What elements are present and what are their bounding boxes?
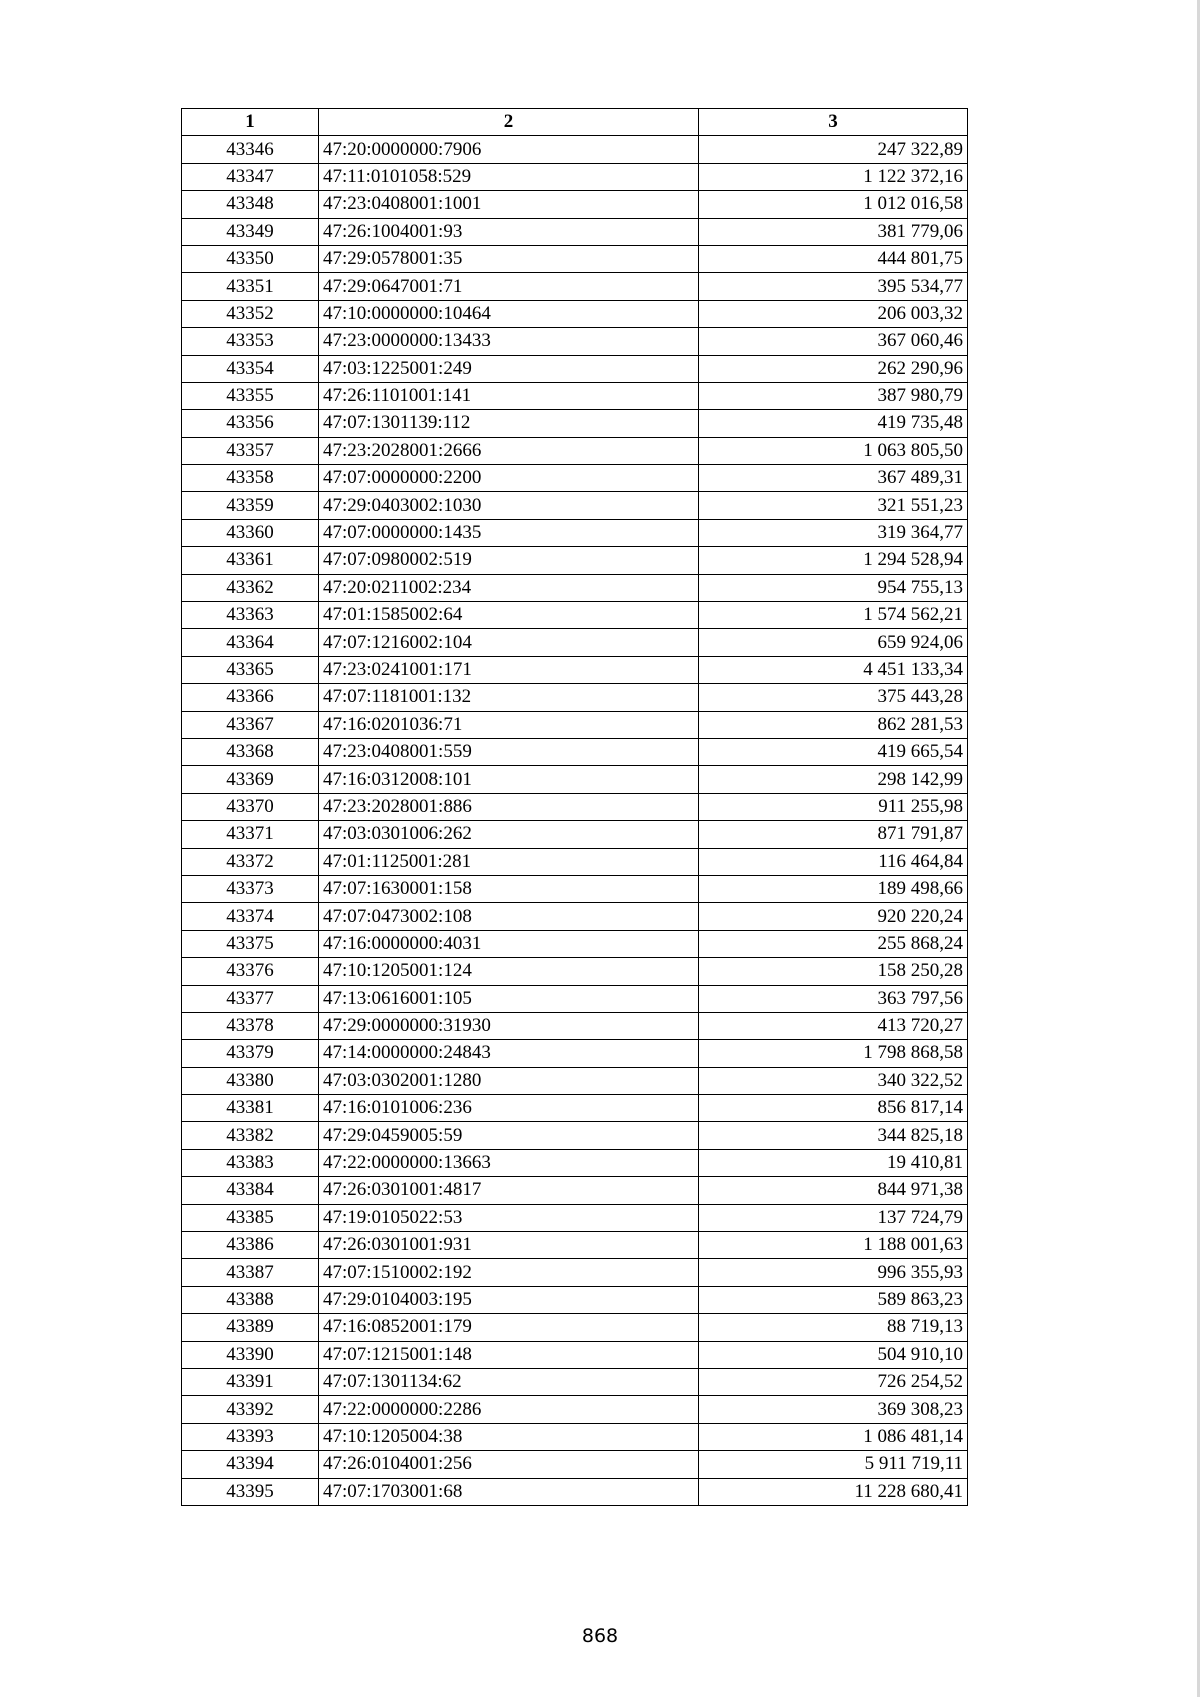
row-number-cell: 43387 <box>182 1259 319 1286</box>
table-row <box>182 1067 968 1094</box>
cadastral-number-cell: 47:07:1703001:68 <box>319 1478 699 1505</box>
cadastral-number-cell: 47:16:0312008:101 <box>319 766 699 793</box>
row-number-cell: 43361 <box>182 547 319 574</box>
cadastral-number-cell: 47:29:0647001:71 <box>319 273 699 300</box>
row-number-cell: 43358 <box>182 465 319 492</box>
cadastral-number-cell: 47:03:0302001:1280 <box>319 1067 699 1094</box>
cadastral-number-cell: 47:23:0241001:171 <box>319 656 699 683</box>
cadastral-value-cell: 413 720,27 <box>699 1012 968 1039</box>
cadastral-number-cell: 47:13:0616001:105 <box>319 985 699 1012</box>
table-row <box>182 163 968 190</box>
table-row <box>182 738 968 765</box>
cadastral-value-cell: 262 290,96 <box>699 355 968 382</box>
table-row <box>182 602 968 629</box>
row-number-cell: 43347 <box>182 163 319 190</box>
row-number-cell: 43393 <box>182 1423 319 1450</box>
table-row <box>182 1286 968 1313</box>
cadastral-value-cell: 1 294 528,94 <box>699 547 968 574</box>
row-number-cell: 43389 <box>182 1314 319 1341</box>
table-row <box>182 656 968 683</box>
table-row <box>182 547 968 574</box>
table-row <box>182 410 968 437</box>
cadastral-value-cell: 954 755,13 <box>699 574 968 601</box>
cadastral-number-cell: 47:16:0000000:4031 <box>319 930 699 957</box>
table-row <box>182 574 968 601</box>
row-number-cell: 43377 <box>182 985 319 1012</box>
row-number-cell: 43359 <box>182 492 319 519</box>
cadastral-value-cell: 158 250,28 <box>699 958 968 985</box>
row-number-cell: 43390 <box>182 1341 319 1368</box>
table-row <box>182 273 968 300</box>
row-number-cell: 43384 <box>182 1177 319 1204</box>
table-row <box>182 328 968 355</box>
cadastral-number-cell: 47:07:0000000:2200 <box>319 465 699 492</box>
cadastral-value-cell: 844 971,38 <box>699 1177 968 1204</box>
cadastral-number-cell: 47:26:0301001:931 <box>319 1232 699 1259</box>
table-row <box>182 903 968 930</box>
cadastral-number-cell: 47:07:1181001:132 <box>319 684 699 711</box>
row-number-cell: 43369 <box>182 766 319 793</box>
row-number-cell: 43373 <box>182 875 319 902</box>
cadastral-number-cell: 47:29:0578001:35 <box>319 245 699 272</box>
table-row <box>182 1204 968 1231</box>
cadastral-value-cell: 367 060,46 <box>699 328 968 355</box>
cadastral-number-cell: 47:07:1301139:112 <box>319 410 699 437</box>
row-number-cell: 43391 <box>182 1368 319 1395</box>
cadastral-value-cell: 375 443,28 <box>699 684 968 711</box>
cadastral-value-cell: 1 122 372,16 <box>699 163 968 190</box>
table-row <box>182 218 968 245</box>
cadastral-value-cell: 369 308,23 <box>699 1396 968 1423</box>
cadastral-value-cell: 321 551,23 <box>699 492 968 519</box>
cadastral-number-cell: 47:26:0104001:256 <box>319 1451 699 1478</box>
table-row <box>182 1423 968 1450</box>
cadastral-value-cell: 419 665,54 <box>699 738 968 765</box>
cadastral-number-cell: 47:10:1205004:38 <box>319 1423 699 1450</box>
table-row <box>182 355 968 382</box>
table-row <box>182 1314 968 1341</box>
cadastral-value-cell: 504 910,10 <box>699 1341 968 1368</box>
row-number-cell: 43346 <box>182 136 319 163</box>
table-row <box>182 1040 968 1067</box>
row-number-cell: 43357 <box>182 437 319 464</box>
row-number-cell: 43367 <box>182 711 319 738</box>
cadastral-number-cell: 47:26:0301001:4817 <box>319 1177 699 1204</box>
cadastral-number-cell: 47:03:0301006:262 <box>319 821 699 848</box>
table-row <box>182 191 968 218</box>
table-row <box>182 1451 968 1478</box>
cadastral-number-cell: 47:11:0101058:529 <box>319 163 699 190</box>
row-number-cell: 43360 <box>182 519 319 546</box>
row-number-cell: 43351 <box>182 273 319 300</box>
table-row <box>182 1341 968 1368</box>
cadastral-number-cell: 47:23:2028001:2666 <box>319 437 699 464</box>
cadastral-number-cell: 47:07:1301134:62 <box>319 1368 699 1395</box>
row-number-cell: 43376 <box>182 958 319 985</box>
row-number-cell: 43368 <box>182 738 319 765</box>
cadastral-value-cell: 996 355,93 <box>699 1259 968 1286</box>
table-row <box>182 437 968 464</box>
cadastral-number-cell: 47:23:0408001:1001 <box>319 191 699 218</box>
cadastral-value-cell: 659 924,06 <box>699 629 968 656</box>
table-row <box>182 958 968 985</box>
cadastral-number-cell: 47:16:0201036:71 <box>319 711 699 738</box>
row-number-cell: 43370 <box>182 793 319 820</box>
table-row <box>182 519 968 546</box>
table-row <box>182 684 968 711</box>
cadastral-value-cell: 1 086 481,14 <box>699 1423 968 1450</box>
row-number-cell: 43395 <box>182 1478 319 1505</box>
cadastral-value-cell: 1 063 805,50 <box>699 437 968 464</box>
row-number-cell: 43372 <box>182 848 319 875</box>
row-number-cell: 43348 <box>182 191 319 218</box>
column-header-value: 3 <box>699 109 968 136</box>
row-number-cell: 43366 <box>182 684 319 711</box>
cadastral-value-cell: 206 003,32 <box>699 300 968 327</box>
row-number-cell: 43375 <box>182 930 319 957</box>
table-body <box>182 136 968 1506</box>
row-number-cell: 43350 <box>182 245 319 272</box>
row-number-cell: 43354 <box>182 355 319 382</box>
table-row <box>182 1149 968 1176</box>
cadastral-value-cell: 88 719,13 <box>699 1314 968 1341</box>
row-number-cell: 43378 <box>182 1012 319 1039</box>
cadastral-number-cell: 47:10:0000000:10464 <box>319 300 699 327</box>
cadastral-value-cell: 387 980,79 <box>699 382 968 409</box>
row-number-cell: 43352 <box>182 300 319 327</box>
cadastral-number-cell: 47:23:2028001:886 <box>319 793 699 820</box>
cadastral-value-cell: 189 498,66 <box>699 875 968 902</box>
row-number-cell: 43392 <box>182 1396 319 1423</box>
row-number-cell: 43385 <box>182 1204 319 1231</box>
cadastral-value-cell: 137 724,79 <box>699 1204 968 1231</box>
table-row <box>182 1095 968 1122</box>
table-row <box>182 1396 968 1423</box>
cadastral-value-cell: 319 364,77 <box>699 519 968 546</box>
cadastral-number-cell: 47:26:1004001:93 <box>319 218 699 245</box>
row-number-cell: 43381 <box>182 1095 319 1122</box>
table-row <box>182 1012 968 1039</box>
cadastral-value-cell: 116 464,84 <box>699 848 968 875</box>
cadastral-value-cell: 298 142,99 <box>699 766 968 793</box>
cadastral-number-cell: 47:07:1510002:192 <box>319 1259 699 1286</box>
row-number-cell: 43374 <box>182 903 319 930</box>
cadastral-value-cell: 5 911 719,11 <box>699 1451 968 1478</box>
cadastral-number-cell: 47:20:0000000:7906 <box>319 136 699 163</box>
row-number-cell: 43363 <box>182 602 319 629</box>
cadastral-value-cell: 247 322,89 <box>699 136 968 163</box>
cadastral-number-cell: 47:23:0408001:559 <box>319 738 699 765</box>
cadastral-value-cell: 340 322,52 <box>699 1067 968 1094</box>
row-number-cell: 43355 <box>182 382 319 409</box>
cadastral-value-cell: 726 254,52 <box>699 1368 968 1395</box>
row-number-cell: 43383 <box>182 1149 319 1176</box>
row-number-cell: 43379 <box>182 1040 319 1067</box>
table-row <box>182 465 968 492</box>
cadastral-value-cell: 1 012 016,58 <box>699 191 968 218</box>
cadastral-number-cell: 47:16:0852001:179 <box>319 1314 699 1341</box>
table-row <box>182 492 968 519</box>
cadastral-number-cell: 47:07:1630001:158 <box>319 875 699 902</box>
row-number-cell: 43362 <box>182 574 319 601</box>
cadastral-value-cell: 344 825,18 <box>699 1122 968 1149</box>
table-row <box>182 1122 968 1149</box>
row-number-cell: 43356 <box>182 410 319 437</box>
cadastral-number-cell: 47:01:1585002:64 <box>319 602 699 629</box>
table-row <box>182 136 968 163</box>
table-row <box>182 1259 968 1286</box>
table-header-row <box>182 109 968 136</box>
cadastral-value-cell: 255 868,24 <box>699 930 968 957</box>
cadastral-value-cell: 419 735,48 <box>699 410 968 437</box>
table-row <box>182 848 968 875</box>
cadastral-value-cell: 911 255,98 <box>699 793 968 820</box>
cadastral-value-cell: 363 797,56 <box>699 985 968 1012</box>
cadastral-number-cell: 47:07:0473002:108 <box>319 903 699 930</box>
table-row <box>182 875 968 902</box>
row-number-cell: 43380 <box>182 1067 319 1094</box>
cadastral-value-cell: 381 779,06 <box>699 218 968 245</box>
row-number-cell: 43349 <box>182 218 319 245</box>
table-row <box>182 793 968 820</box>
cadastral-number-cell: 47:29:0459005:59 <box>319 1122 699 1149</box>
cadastral-number-cell: 47:03:1225001:249 <box>319 355 699 382</box>
cadastral-value-table <box>181 108 968 1506</box>
row-number-cell: 43386 <box>182 1232 319 1259</box>
cadastral-value-cell: 395 534,77 <box>699 273 968 300</box>
table-row <box>182 245 968 272</box>
cadastral-number-cell: 47:14:0000000:24843 <box>319 1040 699 1067</box>
table-row <box>182 930 968 957</box>
cadastral-value-cell: 871 791,87 <box>699 821 968 848</box>
cadastral-value-cell: 862 281,53 <box>699 711 968 738</box>
cadastral-number-cell: 47:29:0403002:1030 <box>319 492 699 519</box>
cadastral-value-cell: 367 489,31 <box>699 465 968 492</box>
cadastral-number-cell: 47:29:0104003:195 <box>319 1286 699 1313</box>
column-header-number: 1 <box>182 109 319 136</box>
cadastral-value-cell: 1 798 868,58 <box>699 1040 968 1067</box>
table-row <box>182 711 968 738</box>
cadastral-number-cell: 47:19:0105022:53 <box>319 1204 699 1231</box>
cadastral-value-cell: 1 188 001,63 <box>699 1232 968 1259</box>
cadastral-number-cell: 47:29:0000000:31930 <box>319 1012 699 1039</box>
cadastral-number-cell: 47:23:0000000:13433 <box>319 328 699 355</box>
cadastral-value-cell: 444 801,75 <box>699 245 968 272</box>
row-number-cell: 43382 <box>182 1122 319 1149</box>
cadastral-value-cell: 4 451 133,34 <box>699 656 968 683</box>
cadastral-number-cell: 47:01:1125001:281 <box>319 848 699 875</box>
row-number-cell: 43371 <box>182 821 319 848</box>
cadastral-number-cell: 47:16:0101006:236 <box>319 1095 699 1122</box>
row-number-cell: 43364 <box>182 629 319 656</box>
cadastral-number-cell: 47:07:1216002:104 <box>319 629 699 656</box>
table-row <box>182 300 968 327</box>
cadastral-value-cell: 856 817,14 <box>699 1095 968 1122</box>
cadastral-value-cell: 19 410,81 <box>699 1149 968 1176</box>
cadastral-number-cell: 47:07:0980002:519 <box>319 547 699 574</box>
table-row <box>182 1368 968 1395</box>
table-row <box>182 629 968 656</box>
cadastral-number-cell: 47:07:0000000:1435 <box>319 519 699 546</box>
column-header-cadastral-number: 2 <box>319 109 699 136</box>
cadastral-number-cell: 47:26:1101001:141 <box>319 382 699 409</box>
cadastral-value-cell: 589 863,23 <box>699 1286 968 1313</box>
cadastral-value-cell: 920 220,24 <box>699 903 968 930</box>
cadastral-number-cell: 47:22:0000000:13663 <box>319 1149 699 1176</box>
page-number: 868 <box>581 1625 619 1647</box>
table-row <box>182 766 968 793</box>
table-row <box>182 1232 968 1259</box>
cadastral-value-cell: 1 574 562,21 <box>699 602 968 629</box>
cadastral-number-cell: 47:22:0000000:2286 <box>319 1396 699 1423</box>
table-row <box>182 1478 968 1505</box>
table-row <box>182 1177 968 1204</box>
cadastral-value-cell: 11 228 680,41 <box>699 1478 968 1505</box>
table-row <box>182 821 968 848</box>
table-row <box>182 985 968 1012</box>
cadastral-number-cell: 47:20:0211002:234 <box>319 574 699 601</box>
row-number-cell: 43388 <box>182 1286 319 1313</box>
cadastral-number-cell: 47:10:1205001:124 <box>319 958 699 985</box>
row-number-cell: 43394 <box>182 1451 319 1478</box>
table-row <box>182 382 968 409</box>
row-number-cell: 43365 <box>182 656 319 683</box>
cadastral-number-cell: 47:07:1215001:148 <box>319 1341 699 1368</box>
row-number-cell: 43353 <box>182 328 319 355</box>
